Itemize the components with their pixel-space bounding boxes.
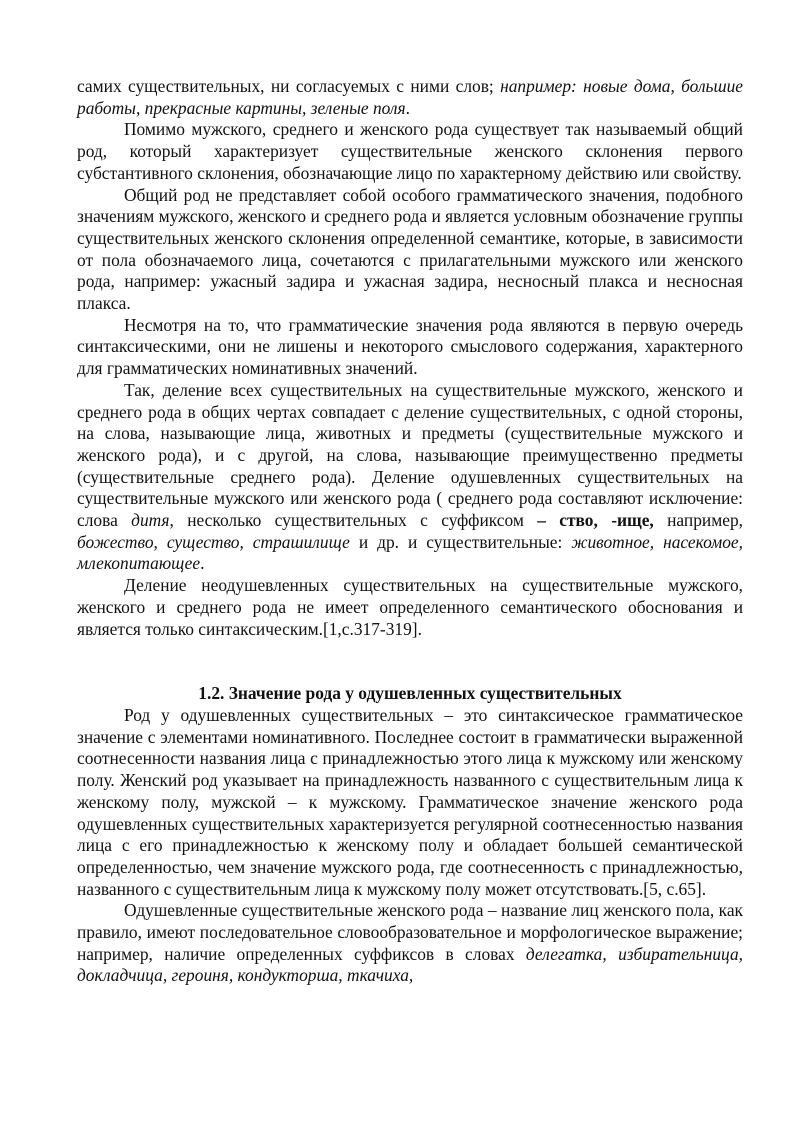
text-run: самих существительных, ни согласуемых с ними слов;: [77, 76, 501, 96]
paragraph-common-gender: Помимо мужского, среднего и женского рода существует так называемый общий род, который характеризует существительные женского склонения первого субстантивного склонения, обозначающие лицо по характерному действию или свойству.: [77, 119, 743, 183]
paragraph-gender-division: [77, 380, 743, 575]
example-words: например: новые дома, большие работы, прекрасные картины, зеленые поля: [77, 76, 743, 118]
paragraph-feminine-animate: [77, 900, 743, 987]
example-words: животное, насекомое, млекопитающее: [77, 531, 743, 574]
text-run: .: [405, 97, 410, 118]
text-run: и др. и существительные:: [349, 531, 572, 552]
paragraph-animate-gender: Род у одушевленных существительных – это синтаксическое грамматическое значение с элементами номинативного. Последнее состоит в грамматически выраженной соотнесенности названия лица с принадлежностью этого лица к мужскому или женскому полу. Женский род указывает на принадлежность названного с существительным лица к женскому полу, мужской – к мужскому. Грамматическое значение женского рода одушевленных существительных характеризуется регулярной соотнесенностью названия лица с его принадлежностью к женскому полу и обладает большей семантической определенностью, чем значение мужского рода, где соотнесенность с принадлежностью, названного с существительным лица к мужскому полу может отсутствовать.[5, с.65].: [77, 704, 743, 899]
text-run: , несколько существительных с суффиксом: [169, 510, 524, 531]
example-words: делегатка, избирательница, докладчица, героиня, кондукторша, ткачиха,: [77, 943, 743, 986]
text-run: .: [200, 553, 205, 574]
text-run: например,: [653, 510, 743, 531]
section-heading: 1.2. Значение рода у одушевленных существительных: [198, 683, 622, 704]
suffix-bold: – ство, -ище,: [523, 510, 654, 531]
section-gap: [77, 640, 743, 683]
paragraph-continuation: [77, 76, 743, 119]
paragraph-syntactic-meaning: Несмотря на то, что грамматические значения рода являются в первую очередь синтаксическими, они не лишены и некоторого смыслового содержания, характерного для грамматических номинативных значений.: [77, 314, 743, 379]
example-words: божество, существо, страшилище: [77, 531, 350, 552]
text-run: Одушевленные существительные женского рода – название лиц женского пола, как правило, имеют последовательное словообразовательное и морфологическое выражение; например, наличие определенных суффиксов в словах: [77, 900, 743, 964]
paragraph-common-gender-meaning: Общий род не представляет собой особого грамматического значения, подобного значениям мужского, женского и среднего рода и является условным обозначение группы существительных женского склонения определенной семантике, которые, в зависимости от пола обозначаемого лица, сочетаются с прилагательными мужского или женского рода, например: ужасный задира и ужасная задира, несносный плакса и несносная плакса.: [77, 184, 743, 314]
document-page: [77, 76, 743, 987]
text-run: Так, деление всех существительных на существительные мужского, женского и среднего рода в общих чертах совпадает с деление существительных, с одной стороны, на слова, называющие лица, животных и предметы (существительные мужского и женского рода), и с другой, на слова, называющие преимущественно предметы (существительные среднего рода). Деление одушевленных существительных на существительные мужского или женского рода ( среднего рода составляют исключение: слова: [77, 379, 743, 531]
example-word: дитя: [131, 510, 170, 531]
paragraph-inanimate-division: Деление неодушевленных существительных на существительные мужского, женского и среднего рода не имеет определенного семантического обоснования и является только синтаксическим.[1,с.317-319].: [77, 575, 743, 639]
